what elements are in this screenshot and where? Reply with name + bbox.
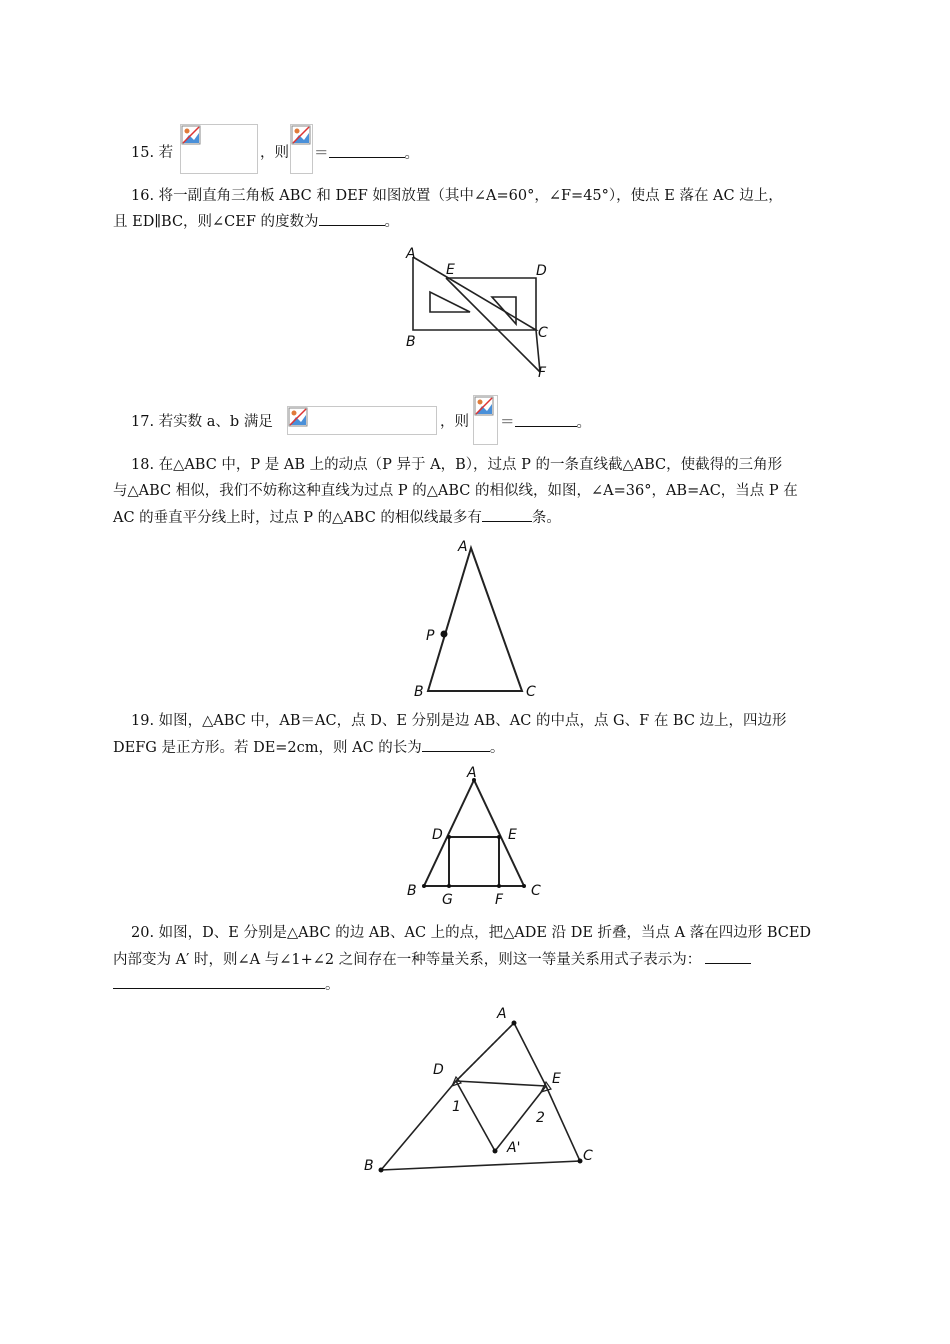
label-a: A — [406, 246, 416, 262]
triangle-abc — [428, 548, 522, 691]
broken-image-icon — [474, 396, 494, 416]
q17-condition-image-placeholder — [287, 406, 437, 435]
q20-text-line1: 如图，D、E 分别是△ABC 的边 AB、AC 上的点，把△ADE 沿 DE 折叠，当点 A 落在四边形 BCED — [158, 925, 812, 941]
label-angle-2: 2 — [536, 1110, 545, 1126]
label-c: C — [583, 1148, 593, 1164]
q16-answer-blank — [319, 211, 385, 226]
q16-number: 16. — [131, 188, 155, 204]
q20-figure — [360, 1000, 600, 1178]
q18-number: 18. — [131, 457, 155, 473]
label-a: A — [467, 766, 477, 781]
edge-ef — [446, 278, 540, 372]
q15-text-if: 若 — [158, 145, 174, 161]
label-a-prime: A' — [507, 1140, 521, 1156]
q15-line — [131, 143, 173, 163]
q19-answer-blank — [422, 737, 490, 752]
q17-expression-image-placeholder — [473, 395, 498, 445]
label-a: A — [497, 1006, 507, 1022]
label-d: D — [432, 827, 443, 843]
q19-text-line1: 如图，△ABC 中，AB＝AC，点 D、E 分别是边 AB、AC 的中点，点 G、F 在 BC 边上，四边形 — [158, 713, 787, 729]
q15-tail — [260, 143, 289, 163]
point-p — [441, 631, 448, 638]
q20-answer-blank-part2 — [113, 974, 325, 989]
label-b: B — [364, 1158, 374, 1174]
label-e: E — [552, 1071, 561, 1087]
q15-expression-image-placeholder — [290, 124, 313, 174]
q17-equals: ＝ — [500, 415, 515, 431]
label-c: C — [538, 325, 548, 341]
q17-tail — [440, 412, 469, 432]
q15-formula-image-placeholder — [180, 124, 258, 174]
q17-text-then: ，则 — [440, 414, 469, 430]
q16-figure — [398, 244, 558, 382]
inner-cutout-def — [492, 297, 516, 324]
broken-image-icon — [181, 125, 201, 145]
label-b: B — [406, 334, 416, 350]
q19-line2 — [113, 737, 504, 758]
q17-text-if: 若实数 a、b 满足 — [158, 414, 273, 430]
label-b: B — [407, 883, 417, 899]
q19-period: 。 — [489, 740, 505, 756]
q15-answer-blank — [329, 143, 405, 158]
q18-figure — [408, 536, 548, 702]
q20-line2 — [113, 949, 751, 970]
q15-equals: ＝ — [314, 146, 329, 162]
label-a: A — [458, 539, 468, 555]
label-e: E — [508, 827, 517, 843]
q18-line1 — [131, 455, 782, 475]
label-b: B — [414, 684, 424, 700]
q19-text-line2: DEFG 是正方形。若 DE=2cm，则 AC 的长为 — [113, 740, 422, 756]
q18-text-line1: 在△ABC 中，P 是 AB 上的动点（P 异于 A，B），过点 P 的一条直线截△ABC，使截得的三角形 — [158, 457, 783, 473]
q18-text-end: 条。 — [531, 510, 561, 526]
label-e: E — [446, 262, 455, 278]
q20-line3 — [113, 974, 340, 995]
q18-text-line3: AC 的垂直平分线上时，过点 P 的△ABC 的相似线最多有 — [113, 510, 482, 526]
label-d: D — [536, 263, 547, 279]
q15-answer — [314, 143, 419, 164]
q16-period: 。 — [384, 214, 400, 230]
q18-line2 — [113, 481, 798, 501]
q15-text-then: ，则 — [260, 145, 289, 161]
q16-text-line2: 且 ED∥BC，则∠CEF 的度数为 — [113, 214, 319, 230]
triangle-abc — [381, 1023, 580, 1170]
broken-image-icon — [288, 407, 308, 427]
q18-line3 — [113, 507, 561, 528]
label-p: P — [426, 628, 435, 644]
q15-number: 15. — [131, 145, 155, 161]
label-c: C — [526, 684, 536, 700]
label-f: F — [495, 892, 504, 906]
q20-text-line2: 内部变为 A′ 时，则∠A 与∠1+∠2 之间存在一种等量关系，则这一等量关系用式子表示为： — [113, 952, 702, 968]
label-angle-1: 1 — [452, 1099, 461, 1115]
q15-period: 。 — [404, 146, 419, 162]
label-f: F — [538, 365, 547, 381]
q16-line2 — [113, 211, 399, 232]
q17-answer — [500, 412, 591, 433]
q16-text-line1: 将一副直角三角板 ABC 和 DEF 如图放置（其中∠A=60°，∠F=45°），使点 E 落在 AC 边上， — [158, 188, 783, 204]
label-d: D — [433, 1062, 444, 1078]
q18-answer-blank — [482, 507, 532, 522]
label-g: G — [442, 892, 453, 906]
q17-line — [131, 412, 273, 432]
q17-number: 17. — [131, 414, 155, 430]
label-c: C — [531, 883, 541, 899]
q20-line1 — [131, 923, 811, 943]
q20-period: 。 — [325, 977, 340, 993]
fold-line-de — [456, 1081, 546, 1086]
q20-answer-blank-part1 — [705, 949, 751, 964]
q16-line1 — [131, 186, 783, 206]
q17-answer-blank — [515, 412, 577, 427]
segment-d-aprime — [456, 1081, 495, 1151]
q19-figure — [400, 766, 552, 906]
q20-number: 20. — [131, 925, 155, 941]
q18-text-line2: 与△ABC 相似，我们不妨称这种直线为过点 P 的△ABC 的相似线，如图，∠A=36°，AB=AC，当点 P 在 — [113, 483, 798, 499]
broken-image-icon — [291, 125, 311, 145]
q19-line1 — [131, 711, 787, 731]
q19-number: 19. — [131, 713, 155, 729]
q17-period: 。 — [576, 415, 591, 431]
